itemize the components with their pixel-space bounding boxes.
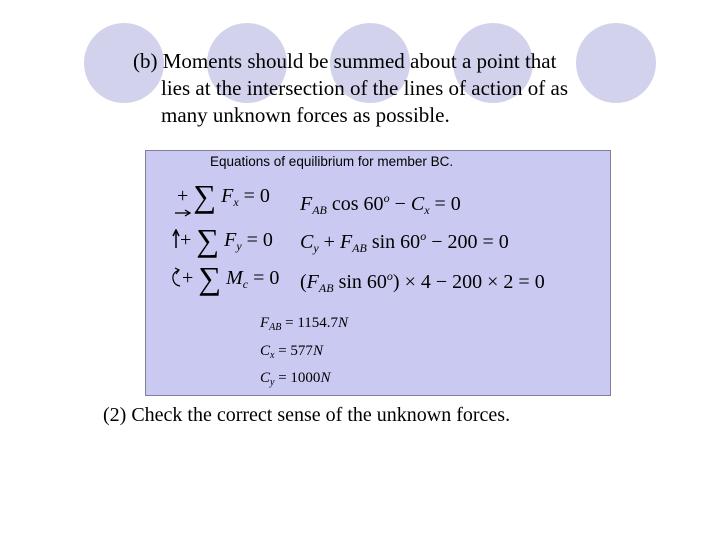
sum-fx-var: F: [221, 185, 234, 207]
result-fab-var: F: [260, 315, 270, 331]
sum-fy-rest: = 0: [246, 229, 273, 251]
eq3-f: F: [306, 271, 319, 293]
result-cy-value: = 1000: [274, 370, 321, 386]
sum-symbol-2: ∑: [196, 222, 220, 258]
eq2-deg: o: [420, 229, 427, 243]
sum-fx-rest: = 0: [243, 185, 270, 207]
eq2-f-sub: AB: [352, 241, 367, 255]
eq1-c-sub: x: [424, 203, 430, 217]
eq1-deg: o: [383, 191, 390, 205]
equation-3: [300, 269, 545, 296]
sum-mc-sign: +: [182, 267, 194, 289]
eq2-mid: sin 60: [366, 231, 421, 253]
sum-fy-equation: [172, 224, 273, 256]
sum-fy-sub: y: [236, 239, 242, 253]
sum-symbol-3: ∑: [198, 260, 222, 296]
right-arrow-icon: [174, 209, 192, 217]
sum-fy-sign: +: [180, 229, 192, 251]
sum-mc-sub: c: [242, 277, 249, 291]
eq1-c: C: [410, 193, 425, 215]
point-b-line-1: (b) Moments should be summed about a point that: [133, 49, 557, 73]
result-fab-sub: AB: [269, 322, 282, 333]
equation-2: [300, 229, 509, 256]
eq2-end: − 200 = 0: [426, 231, 509, 253]
point-b-text: [133, 48, 653, 129]
result-cy-sub: y: [270, 377, 275, 388]
result-cx-unit: N: [312, 343, 323, 359]
eq2-plus: +: [318, 231, 340, 253]
counterclockwise-arrow-icon: [170, 267, 182, 289]
eq3-mid: sin 60: [333, 271, 387, 293]
result-fab: [260, 315, 348, 333]
point-2-text: (2) Check the correct sense of the unknown forces.: [103, 404, 511, 426]
eq2-c-sub: y: [313, 241, 319, 255]
result-fab-value: = 1154.7: [281, 315, 339, 331]
eq1-minus: −: [389, 193, 411, 215]
equation-1: [300, 191, 461, 218]
sum-mc-var: M: [226, 267, 243, 289]
result-cx-sub: x: [270, 350, 275, 361]
result-cx: [260, 343, 323, 361]
sum-fx-sub: x: [233, 195, 239, 209]
eq3-f-sub: AB: [318, 281, 334, 295]
result-cy-unit: N: [320, 370, 331, 386]
eq1-mid: cos 60: [326, 193, 384, 215]
eq1-end: = 0: [429, 193, 461, 215]
eq2-c: C: [300, 231, 314, 253]
sum-mc-rest: = 0: [253, 267, 280, 289]
point-b-line-3: many unknown forces as possible.: [161, 103, 450, 127]
eq3-open: (: [300, 271, 307, 293]
result-cx-var: C: [260, 343, 271, 359]
eq2-f: F: [339, 231, 353, 253]
up-arrow-icon: [172, 229, 180, 249]
eq3-deg: o: [386, 269, 393, 283]
equations-caption: Equations of equilibrium for member BC.: [210, 154, 454, 169]
sum-mc-equation: [170, 262, 279, 294]
result-fab-unit: N: [338, 315, 349, 331]
eq1-f-sub: AB: [312, 203, 327, 217]
result-cx-value: = 577: [274, 343, 313, 359]
sum-fx-sign: +: [177, 185, 189, 207]
sum-fy-var: F: [224, 229, 237, 251]
result-cy: [260, 370, 330, 388]
sum-symbol: ∑: [193, 178, 217, 214]
result-cy-var: C: [260, 370, 271, 386]
point-b-line-2: lies at the intersection of the lines of action of as: [161, 76, 569, 100]
eq3-close: ): [392, 271, 400, 293]
eq3-end: × 4 − 200 × 2 = 0: [399, 271, 545, 293]
eq1-f: F: [300, 193, 313, 215]
sum-fx-equation: [177, 180, 270, 212]
